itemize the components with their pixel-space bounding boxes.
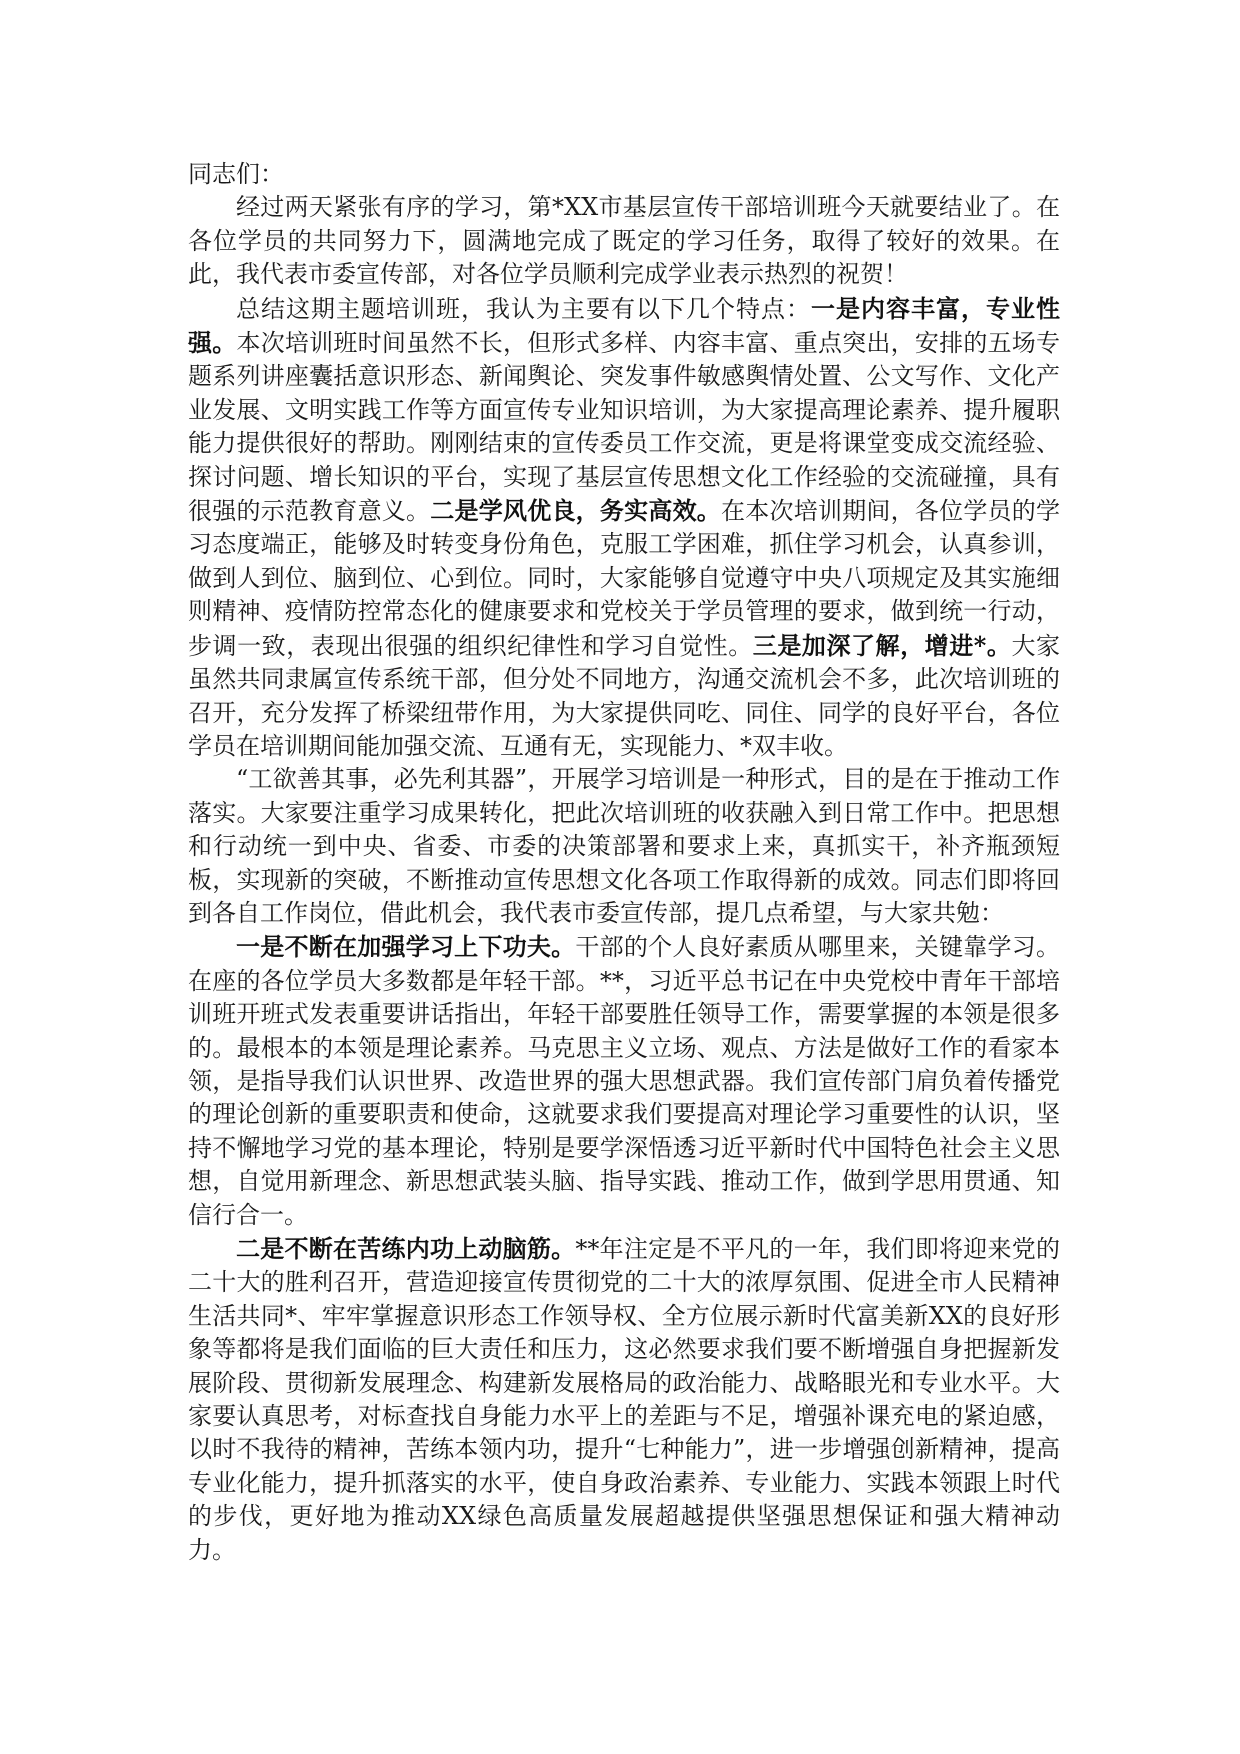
hope-2-body: **年注定是不平凡的一年，我们即将迎来党的二十大的胜利召开，营造迎接宣传贯彻党的二十大的浓厚氛围、促进全市人民精神生活共同*、牢牢掌握意识形态工作领导权、全方位展示新时代富美新XX的良好形象等都将是我们面临的巨大责任和压力，这必然要求我们要不断增强自身把握新发展阶段、贯彻新发展理念、构建新发展格局的政治能力、战略眼光和专业水平。大家要认真思考，对标查找自身能力水平上的差距与不足，增强补课充电的紧迫感，以时不我待的精神，苦练本领内功，提升“七种能力”，进一步增强创新精神，提高专业化能力，提升抓落实的水平，使自身政治素养、专业能力、实践本领跟上时代的步伐，更好地为推动XX绿色高质量发展超越提供坚强思想保证和强大精神动力。 [188,1235,1061,1564]
feature-3-body: 大家虽然共同隶属宣传系统干部，但分处不同地方，沟通交流机会不多，此次培训班的召开，充分发挥了桥梁纽带作用，为大家提供同吃、同住、同学的良好平台，各位学员在培训期间能加强交流、互通有无，实现能力、*双丰收。 [188,631,1061,760]
speech-text [188,158,1060,1567]
paragraph-hope-1 [188,930,1060,1232]
hope-1-body: 干部的个人良好素质从哪里来，关键靠学习。在座的各位学员大多数都是年轻干部。**，习近平总书记在中央党校中青年干部培训班开班式发表重要讲话指出，年轻干部要胜任领导工作，需要掌握的本领是很多的。最根本的本领是理论素养。马克思主义立场、观点、方法是做好工作的看家本领，是指导我们认识世界、改造世界的强大思想武器。我们宣传部门肩负着传播党的理论创新的重要职责和使命，这就要求我们要提高对理论学习重要性的认识，坚持不懈地学习党的基本理论，特别是要学深悟透习近平新时代中国特色社会主义思想，自觉用新理念、新思想武装头脑、指导实践、推动工作，做到学思用贯通、知信行合一。 [188,933,1061,1229]
hope-2-heading: 二是不断在苦练内功上动脑筋。 [236,1234,576,1263]
feature-3-heading: 三是加深了解，增进*。 [752,630,1012,660]
feature-2-heading: 二是学风优良，务实高效。 [430,496,722,526]
paragraph-hope-2 [188,1232,1060,1567]
hope-1-heading: 一是不断在加强学习上下功夫。 [236,932,576,962]
salutation: 同志们： [188,160,284,188]
paragraph-opening: 经过两天紧张有序的学习，第*XX市基层宣传干部培训班今天就要结业了。在各位学员的共同努力下，圆满地完成了既定的学习任务，取得了较好的效果。在此，我代表市委宣传部，对各位学员顺利完成学业表示热烈的祝贺！ [188,193,1060,289]
paragraph-features [188,292,1060,764]
feature-1-body: 本次培训班时间虽然不长，但形式多样、内容丰富、重点突出，安排的五场专题系列讲座囊括意识形态、新闻舆论、突发事件敏感舆情处置、公文写作、文化产业发展、文明实践工作等方面宣传专业知识培训，为大家提高理论素养、提升履职能力提供很好的帮助。刚刚结束的宣传委员工作交流，更是将课堂变成交流经验、探讨问题、增长知识的平台，实现了基层宣传思想文化工作经验的交流碰撞，具有很强的示范教育意义。 [188,329,1061,526]
features-intro: 总结这期主题培训班，我认为主要有以下几个特点： [236,294,811,323]
feature-1-heading: 一是内容丰富，专业性强。 [188,293,1060,358]
paragraph-hopes-intro: “工欲善其事，必先利其器”，开展学习培训是一种形式，目的是在于推动工作落实。大家要注重学习成果转化，把此次培训班的收获融入到日常工作中。把思想和行动统一到中央、省委、市委的决策部署和要求上来，真抓实干，补齐瓶颈短板，实现新的突破，不断推动宣传思想文化各项工作取得新的成效。同志们即将回到各自工作岗位，借此机会，我代表市委宣传部，提几点希望，与大家共勉： [188,765,1060,927]
feature-2-body: 在本次培训期间，各位学员的学习态度端正，能够及时转变身份角色，克服工学困难，抓住学习机会，认真参训，做到人到位、脑到位、心到位。同时，大家能够自觉遵守中央八项规定及其实施细则精神、疫情防控常态化的健康要求和党校关于学员管理的要求，做到统一行动，步调一致，表现出很强的组织纪律性和学习自觉性。 [188,497,1061,660]
